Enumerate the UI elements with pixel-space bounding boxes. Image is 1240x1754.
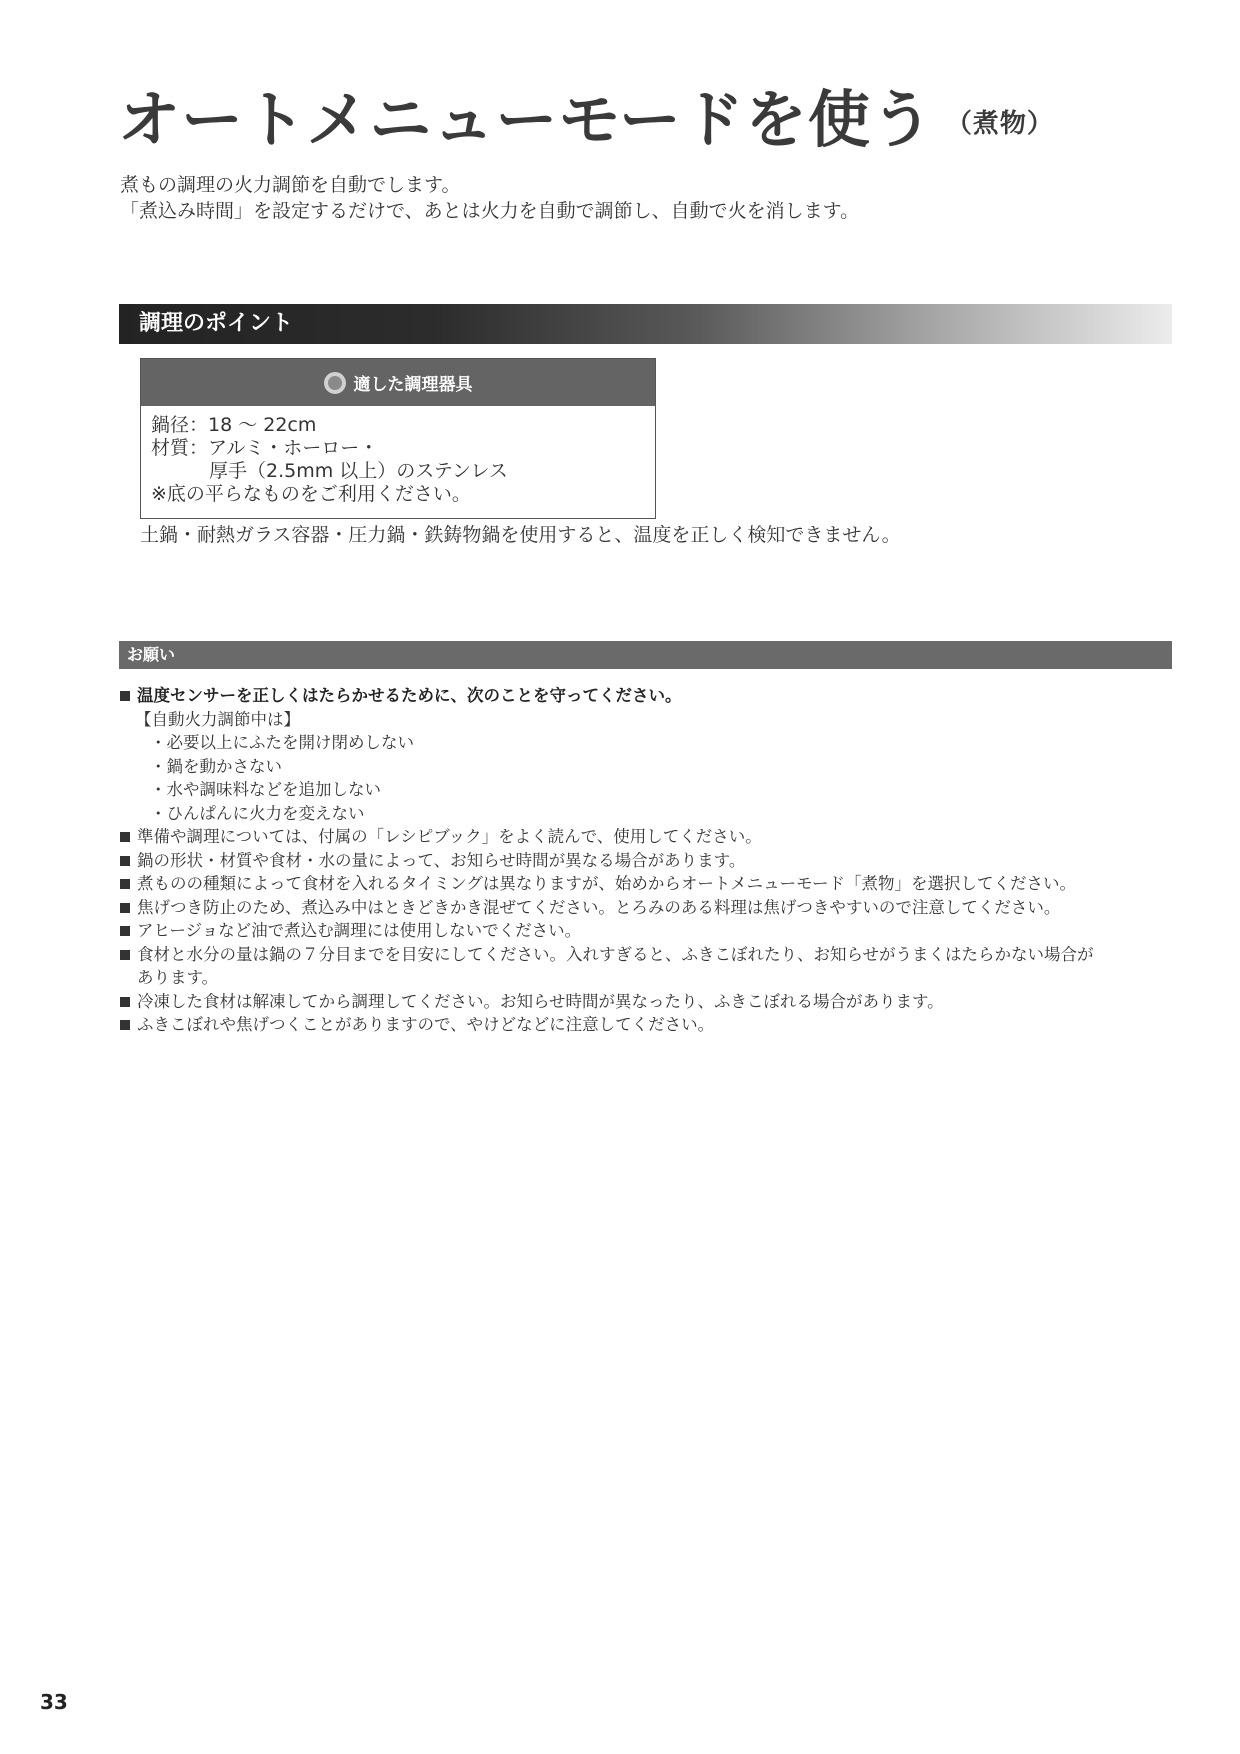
square-bullet-icon [120,879,130,889]
list-item-continuation: あります。 [137,968,219,987]
intro-line: 煮もの調理の火力調節を自動でします。 [120,174,461,196]
square-bullet-icon [120,832,130,842]
suitable-utensils-box [140,358,656,519]
list-item: 鍋の形状・材質や食材・水の量によって、お知らせ時間が異なる場合があります。 [119,849,1179,873]
cooking-points-heading: 調理のポイント [119,304,1172,344]
circle-bullet-icon [324,372,346,394]
page-title-main: オートメニューモードを使う [118,83,934,156]
suitable-utensils-heading: 適した調理器具 [353,375,473,395]
suitable-utensils-body [141,406,655,506]
square-bullet-icon [120,997,130,1007]
intro-text [120,172,859,224]
utensil-line: ※底の平らなものをご利用ください。 [151,483,471,505]
utensil-line: 鍋径：18 ～ 22cm [151,414,317,436]
sub-list-item: ・鍋を動かさない [150,756,282,776]
sub-list-item: ・ひんぱんに火力を変えない [150,803,365,823]
square-bullet-icon [120,950,130,960]
suitable-utensils-header [141,359,655,406]
square-bullet-icon [120,926,130,936]
sub-list-item: ・必要以上にふたを開け閉めしない [150,733,414,752]
square-bullet-icon [120,903,130,913]
utensil-warning: 土鍋・耐熱ガラス容器・圧力鍋・鉄鋳物鍋を使用すると、温度を正しく検知できません。 [140,524,901,546]
requests-list [119,684,1179,1037]
utensil-line: 材質：アルミ・ホーロー・ [151,437,379,459]
list-item: 温度センサーを正しくはたらかせるために、次のことを守ってください。 [119,684,1179,708]
utensil-line: 厚手（2.5mm 以上）のステンレス [209,460,508,482]
square-bullet-icon [120,691,130,701]
page-title-subtitle: （煮物） [945,108,1054,139]
square-bullet-icon [120,1020,130,1030]
sub-list-item: ・水や調味料などを追加しない [150,780,381,799]
page-number: 33 [40,1690,68,1714]
list-item: 準備や調理については、付属の「レシピブック」をよく読んで、使用してください。 [119,825,1179,849]
list-item: ふきこぼれや焦げつくことがありますので、やけどなどに注意してください。 [119,1013,1179,1037]
intro-line: 「煮込み時間」を設定するだけで、あとは火力を自動で調節し、自動で火を消します。 [120,200,860,222]
requests-heading: お願い [119,641,1172,669]
condition-label: 【自動火力調節中は】 [135,709,300,729]
list-item: 焦げつき防止のため、煮込み中はときどきかき混ぜてください。とろみのある料理は焦げつきやすいので注意してください。 [119,896,1179,920]
list-item: アヒージョなど油で煮込む調理には使用しないでください。 [119,919,1179,943]
list-item: 冷凍した食材は解凍してから調理してください。お知らせ時間が異なったり、ふきこぼれる場合があります。 [119,990,1179,1014]
list-item: 煮ものの種類によって食材を入れるタイミングは異なりますが、始めからオートメニューモード「煮物」を選択してください。 [119,872,1179,896]
page-title [118,78,1054,166]
list-item: 食材と水分の量は鍋の７分目までを目安にしてください。入れすぎると、ふきこぼれたり、お知らせがうまくはたらかない場合が [119,943,1179,967]
square-bullet-icon [120,856,130,866]
